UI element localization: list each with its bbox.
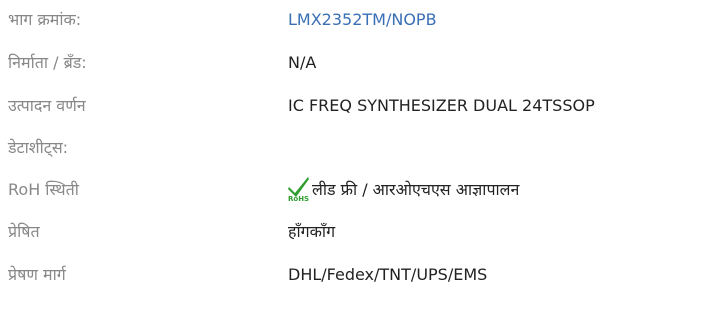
spec-row-part-number bbox=[0, 4, 714, 34]
spec-row-shipped-from bbox=[0, 216, 714, 246]
part-number-value bbox=[288, 10, 437, 29]
spec-row-manufacturer bbox=[0, 47, 714, 77]
spec-row-rohs bbox=[0, 174, 714, 204]
shipping-method-label: प्रेषण मार्ग bbox=[8, 265, 66, 284]
manufacturer-label: निर्माता / ब्रँड: bbox=[8, 53, 87, 72]
shipping-method-value: DHL/Fedex/TNT/UPS/EMS bbox=[288, 264, 488, 284]
svg-text:RoHS: RoHS bbox=[288, 195, 310, 202]
shipped-from-value: हाँगकाँग bbox=[288, 222, 336, 241]
rohs-status-text: लीड फ्री / आरओएचएस आज्ञापालन bbox=[312, 180, 520, 199]
spec-row-shipping-method bbox=[0, 259, 714, 289]
rohs-value bbox=[288, 176, 519, 202]
manufacturer-value: N/A bbox=[288, 52, 317, 72]
datasheets-label: डेटाशीट्स: bbox=[8, 138, 69, 157]
description-label: उत्पादन वर्णन bbox=[8, 96, 86, 115]
part-number-label: भाग क्रमांक: bbox=[8, 10, 82, 29]
spec-row-description bbox=[0, 90, 714, 120]
rohs-label: RoH स्थिती bbox=[8, 180, 79, 199]
description-value: IC FREQ SYNTHESIZER DUAL 24TSSOP bbox=[288, 95, 595, 115]
spec-row-datasheets bbox=[0, 132, 714, 162]
shipped-from-label: प्रेषित bbox=[8, 222, 40, 241]
rohs-check-icon bbox=[288, 176, 310, 202]
part-number-link[interactable]: LMX2352TM/NOPB bbox=[288, 9, 437, 29]
